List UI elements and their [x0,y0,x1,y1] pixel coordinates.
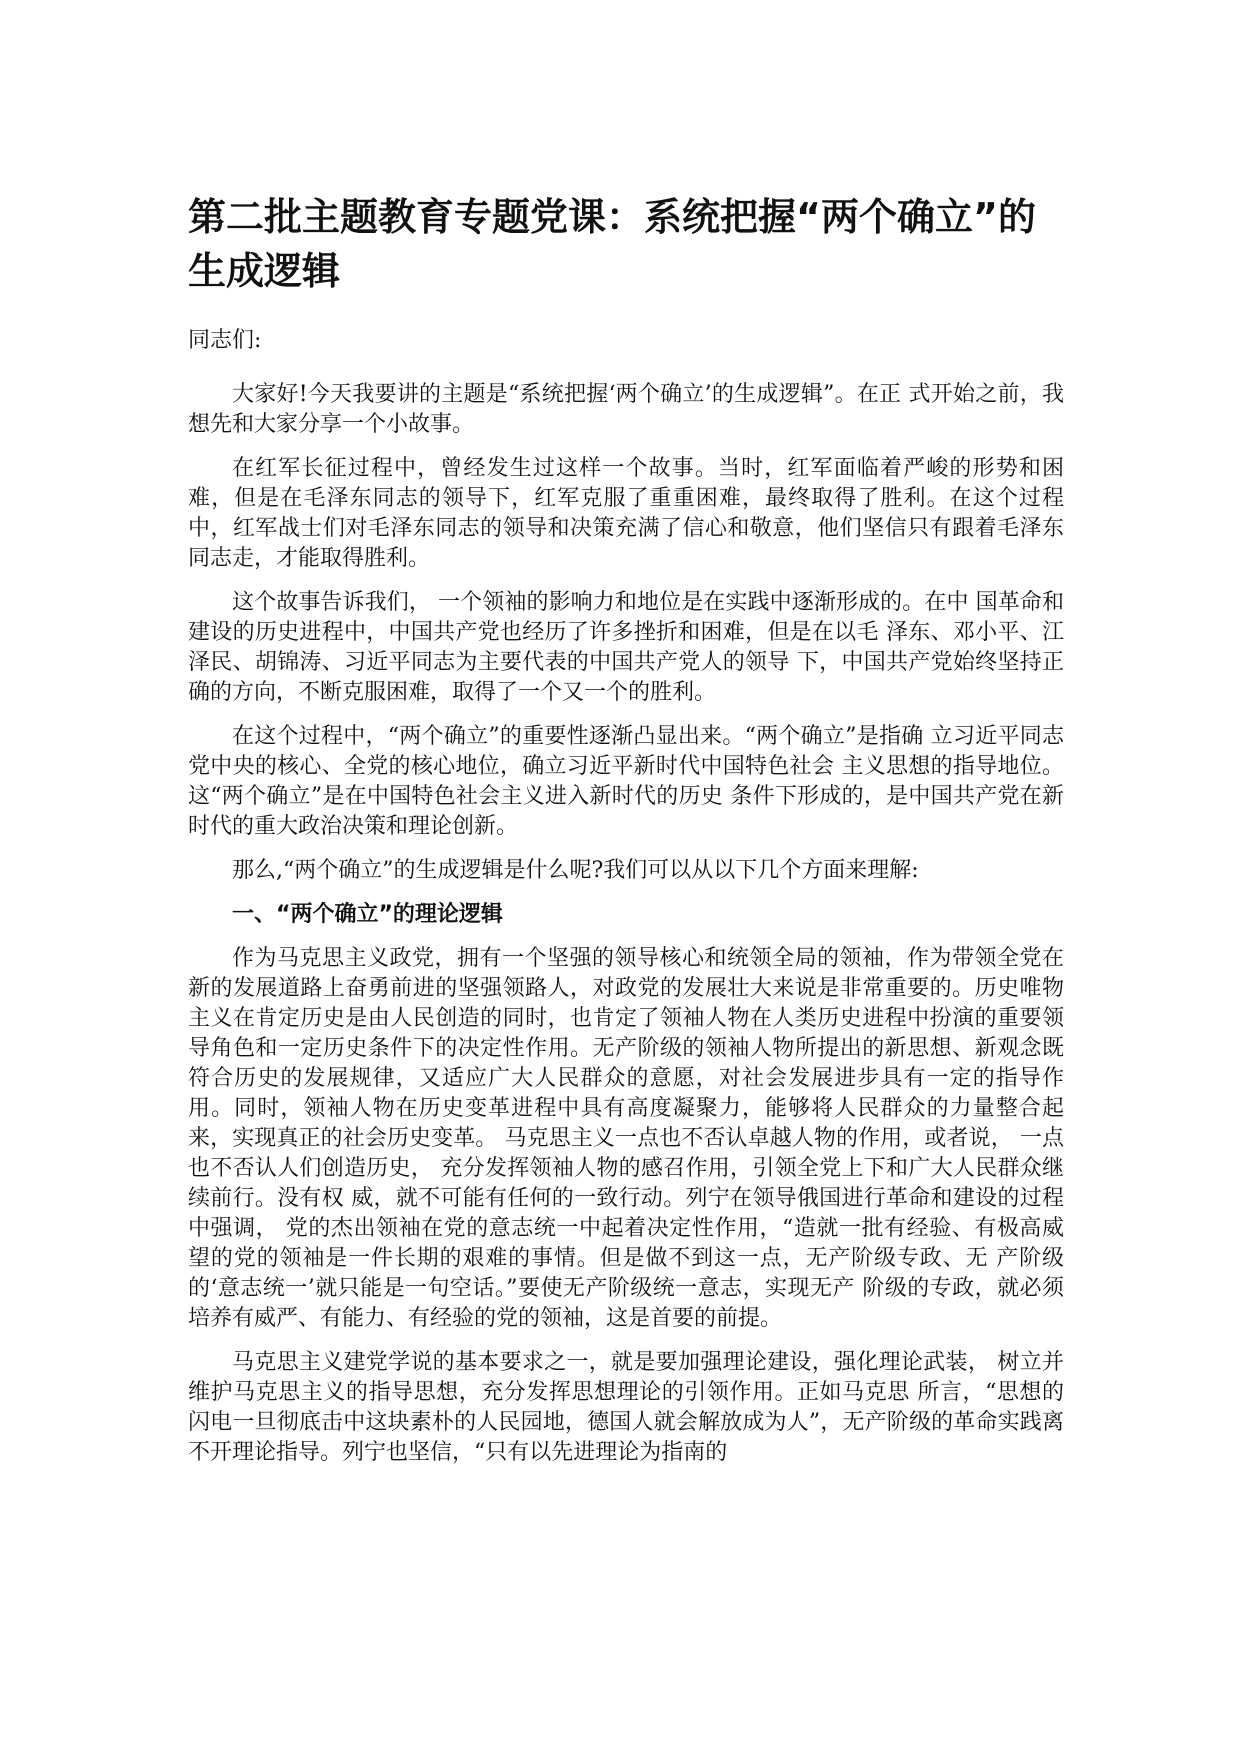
paragraph-opening: 大家好!今天我要讲的主题是“系统把握‘两个确立’的生成逻辑”。在正 式开始之前，我想先和大家分享一个小故事。 [188,382,1064,437]
paragraph-question: 那么,“两个确立”的生成逻辑是什么呢?我们可以从以下几个方面来理解: [232,858,919,883]
paragraph-red-army-story: 在红军长征过程中，曾经发生过这样一个故事。当时，红军面临着严峻的形势和困难，但是在毛泽东同志的领导下，红军克服了重重困难，最终取得了胜利。在这个过程中，红军战士们对毛泽东同志的领导和决策充满了信心和敬意，他们坚信只有跟着毛泽东同志走，才能取得胜利。 [188,456,1064,571]
document-page [188,190,1064,1482]
section-heading-theoretical-logic: 一、“两个确立”的理论逻辑 [232,902,503,927]
paragraph-two-establishments: 在这个过程中，“两个确立”的重要性逐渐凸显出来。“两个确立”是指确 立习近平同志党中央的核心、全党的核心地位，确立习近平新时代中国特色社会 主义思想的指导地位。这“两个确立”是在中国特色社会主义进入新时代的历史 条件下形成的，是中国共产党在新时代的重大政治决策和理论创新。 [188,724,1064,839]
document-title: 第二批主题教育专题党课：系统把握“两个确立”的生成逻辑 [188,195,1036,293]
salutation: 同志们: [188,328,262,353]
paragraph-story-lesson: 这个故事告诉我们， 一个领袖的影响力和地位是在实践中逐渐形成的。在中 国革命和建设的历史进程中，中国共产党也经历了许多挫折和困难，但是在以毛 泽东、邓小平、江泽民、胡锦涛、习近平同志为主要代表的中国共产党人的领导 下，中国共产党始终坚持正确的方向，不断克服困难，取得了一个又一个的胜利。 [188,590,1064,705]
paragraph-party-building-theory: 马克思主义建党学说的基本要求之一，就是要加强理论建设，强化理论武装， 树立并维护马克思主义的指导思想，充分发挥思想理论的引领作用。正如马克思 所言，“思想的闪电一旦彻底击中这块素朴的人民园地，德国人就会解放成为人”，无产阶级的革命实践离不开理论指导。列宁也坚信，“只有以先进理论为指南的 [188,1350,1064,1465]
paragraph-marxist-party-leader: 作为马克思主义政党，拥有一个坚强的领导核心和统领全局的领袖，作为带领全党在新的发展道路上奋勇前进的坚强领路人，对政党的发展壮大来说是非常重要的。历史唯物主义在肯定历史是由人民创造的同时，也肯定了领袖人物在人类历史进程中扮演的重要领导角色和一定历史条件下的决定性作用。无产阶级的领袖人物所提出的新思想、新观念既符合历史的发展规律，又适应广大人民群众的意愿，对社会发展进步具有一定的指导作用。同时，领袖人物在历史变革进程中具有高度凝聚力，能够将人民群众的力量整合起来，实现真正的社会历史变革。 马克思主义一点也不否认卓越人物的作用，或者说， 一点也不否认人们创造历史， 充分发挥领袖人物的感召作用，引领全党上下和广大人民群众继续前行。没有权 威，就不可能有任何的一致行动。列宁在领导俄国进行革命和建设的过程中强调， 党的杰出领袖在党的意志统一中起着决定性作用，“造就一批有经验、有极高威 望的党的领袖是一件长期的艰难的事情。但是做不到这一点，无产阶级专政、无 产阶级的‘意志统一’就只能是一句空话。”要使无产阶级统一意志，实现无产 阶级的专政，就必须培养有威严、有能力、有经验的党的领袖，这是首要的前提。 [188,946,1064,1331]
